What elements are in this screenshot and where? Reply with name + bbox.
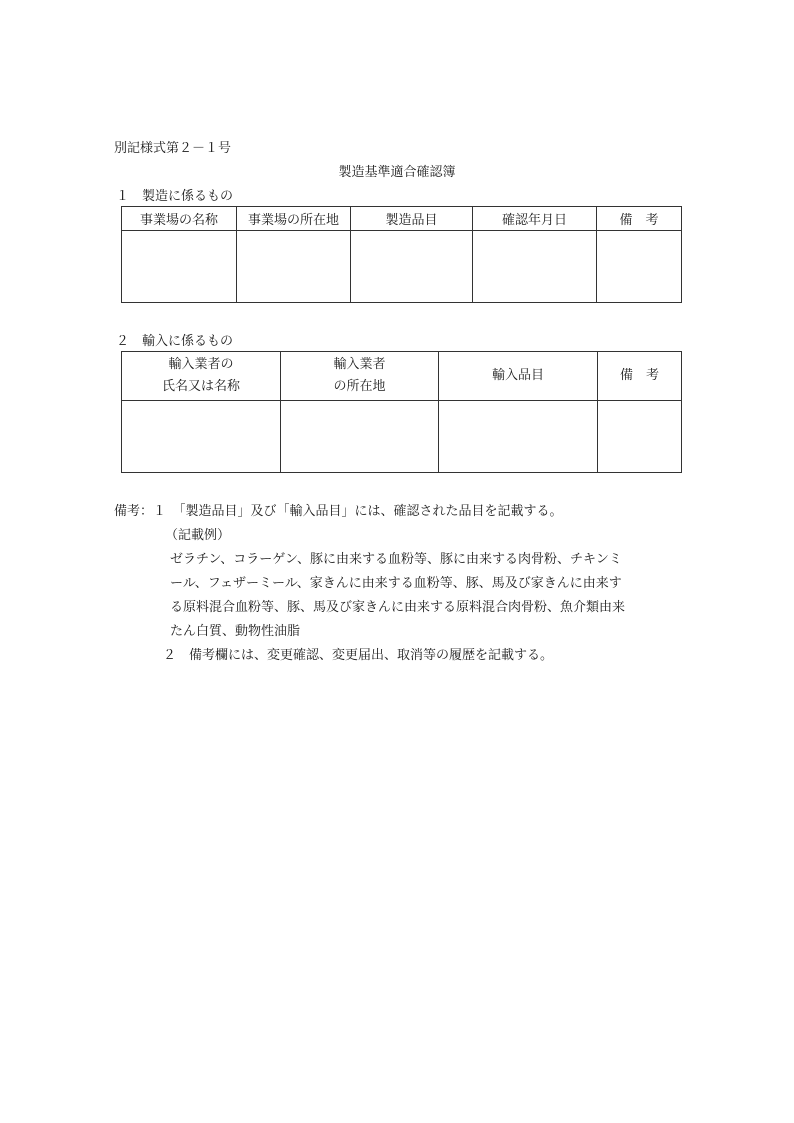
- cell-remarks[interactable]: [597, 231, 682, 303]
- header-line: 輸入品目: [491, 368, 544, 383]
- note-1: 備考：１ 「製造品目」及び「輸入品目」には、確認された品目を記載する。: [114, 504, 563, 519]
- section1-heading: １ 製造に係るもの: [116, 189, 234, 204]
- header-importer-address: [281, 352, 439, 401]
- manufacturing-table: [121, 206, 682, 303]
- example-line: ール、フェザーミール、家きんに由来する血粉等、豚、馬及び家きんに由来す: [170, 576, 622, 591]
- header-remarks: [598, 352, 682, 401]
- header-facility-name: 事業場の名称: [122, 207, 237, 231]
- header-remarks: 備 考: [597, 207, 682, 231]
- header-importer-name: [122, 352, 281, 401]
- example-line: たん白質、動物性油脂: [170, 624, 301, 639]
- note-2: ２ 備考欄には、変更確認、変更届出、取消等の履歴を記載する。: [163, 648, 554, 663]
- cell-product[interactable]: [351, 231, 473, 303]
- form-number: 別記様式第２－１号: [114, 141, 232, 156]
- cell-importer-address[interactable]: [281, 401, 439, 473]
- table-row: [122, 401, 682, 473]
- cell-import-product[interactable]: [439, 401, 598, 473]
- example-label: （記載例）: [165, 528, 231, 543]
- import-table: [121, 351, 682, 473]
- header-line: の所在地: [333, 379, 386, 394]
- header-line: 輸入業者: [333, 357, 386, 372]
- cell-importer-name[interactable]: [122, 401, 281, 473]
- example-list: [170, 548, 690, 644]
- table-row: [122, 231, 682, 303]
- header-confirmation-date: 確認年月日: [473, 207, 597, 231]
- header-line: 備 考: [619, 368, 659, 383]
- section2-heading: ２ 輸入に係るもの: [116, 334, 234, 349]
- table-header-row: [122, 207, 682, 231]
- cell-remarks[interactable]: [598, 401, 682, 473]
- table-header-row: [122, 352, 682, 401]
- cell-facility-name[interactable]: [122, 231, 237, 303]
- notes: [114, 500, 563, 548]
- document-title: 製造基準適合確認簿: [338, 165, 456, 180]
- header-facility-address: 事業場の所在地: [237, 207, 351, 231]
- example-line: ゼラチン、コラーゲン、豚に由来する血粉等、豚に由来する肉骨粉、チキンミ: [170, 552, 622, 567]
- header-line: 輸入業者の: [168, 357, 234, 372]
- header-product: 製造品目: [351, 207, 473, 231]
- cell-confirmation-date[interactable]: [473, 231, 597, 303]
- example-line: る原料混合血粉等、豚、馬及び家きんに由来する原料混合肉骨粉、魚介類由来: [170, 600, 626, 615]
- header-line: 氏名又は名称: [161, 379, 240, 394]
- cell-facility-address[interactable]: [237, 231, 351, 303]
- header-import-product: [439, 352, 598, 401]
